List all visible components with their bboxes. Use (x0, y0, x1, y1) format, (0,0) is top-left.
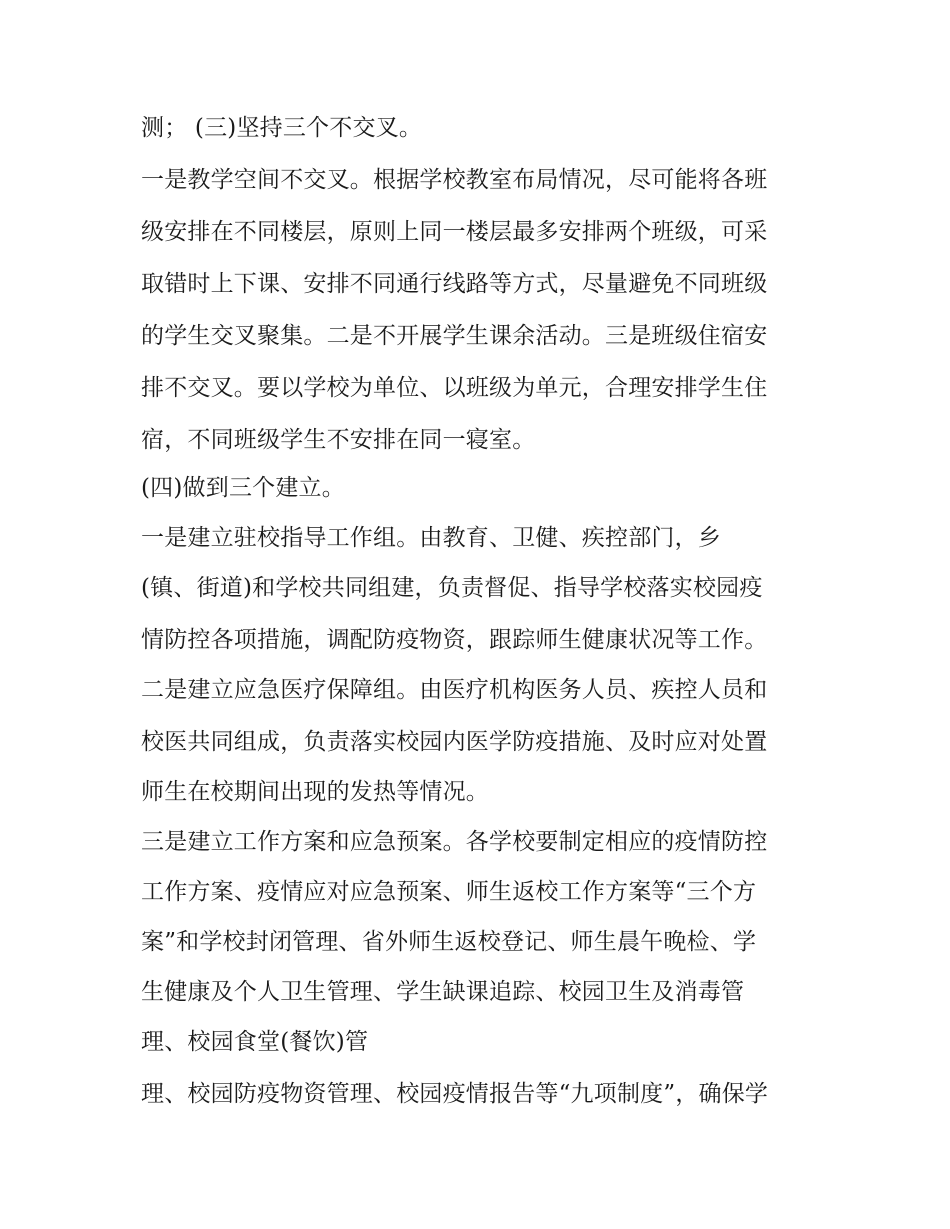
text-line: 二是建立应急医疗保障组。由医疗机构医务人员、疾控人员和 (141, 677, 768, 703)
text-line: 宿，不同班级学生不安排在同一寝室。 (141, 427, 536, 453)
text-line: 情防控各项措施，调配防疫物资，跟踪师生健康状况等工作。 (141, 627, 768, 653)
text-line: 级安排在不同楼层，原则上同一楼层最多安排两个班级，可采 (141, 219, 768, 245)
text-line: 一是教学空间不交叉。根据学校教室布局情况，尽可能将各班 (141, 167, 768, 193)
text-line: 三是建立工作方案和应急预案。各学校要制定相应的疫情防控 (141, 829, 768, 855)
text-line: 案”和学校封闭管理、省外师生返校登记、师生晨午晚检、学 (141, 929, 757, 955)
text-line: 排不交叉。要以学校为单位、以班级为单元，合理安排学生住 (141, 375, 768, 401)
text-line: 生健康及个人卫生管理、学生缺课追踪、校园卫生及消毒管 (141, 979, 745, 1005)
text-line: 工作方案、疫情应对应急预案、师生返校工作方案等“三个方 (141, 879, 757, 905)
text-line: 理、校园食堂(餐饮)管 (141, 1029, 369, 1055)
text-line: 的学生交叉聚集。二是不开展学生课余活动。三是班级住宿安 (141, 323, 768, 349)
section-heading: (四)做到三个建立。 (141, 475, 345, 501)
text-line: 取错时上下课、安排不同通行线路等方式，尽量避免不同班级 (141, 271, 768, 297)
text-line: 师生在校期间出现的发热等情况。 (141, 779, 489, 805)
text-line: 理、校园防疫物资管理、校园疫情报告等“九项制度”，确保学 (141, 1081, 769, 1107)
text-line: 测； (三)坚持三个不交叉。 (141, 115, 423, 141)
text-line: 校医共同组成，负责落实校园内医学防疫措施、及时应对处置 (141, 729, 768, 755)
text-line: (镇、街道)和学校共同组建，负责督促、指导学校落实校园疫 (141, 575, 763, 601)
text-line: 一是建立驻校指导工作组。由教育、卫健、疾控部门，乡 (141, 525, 721, 551)
